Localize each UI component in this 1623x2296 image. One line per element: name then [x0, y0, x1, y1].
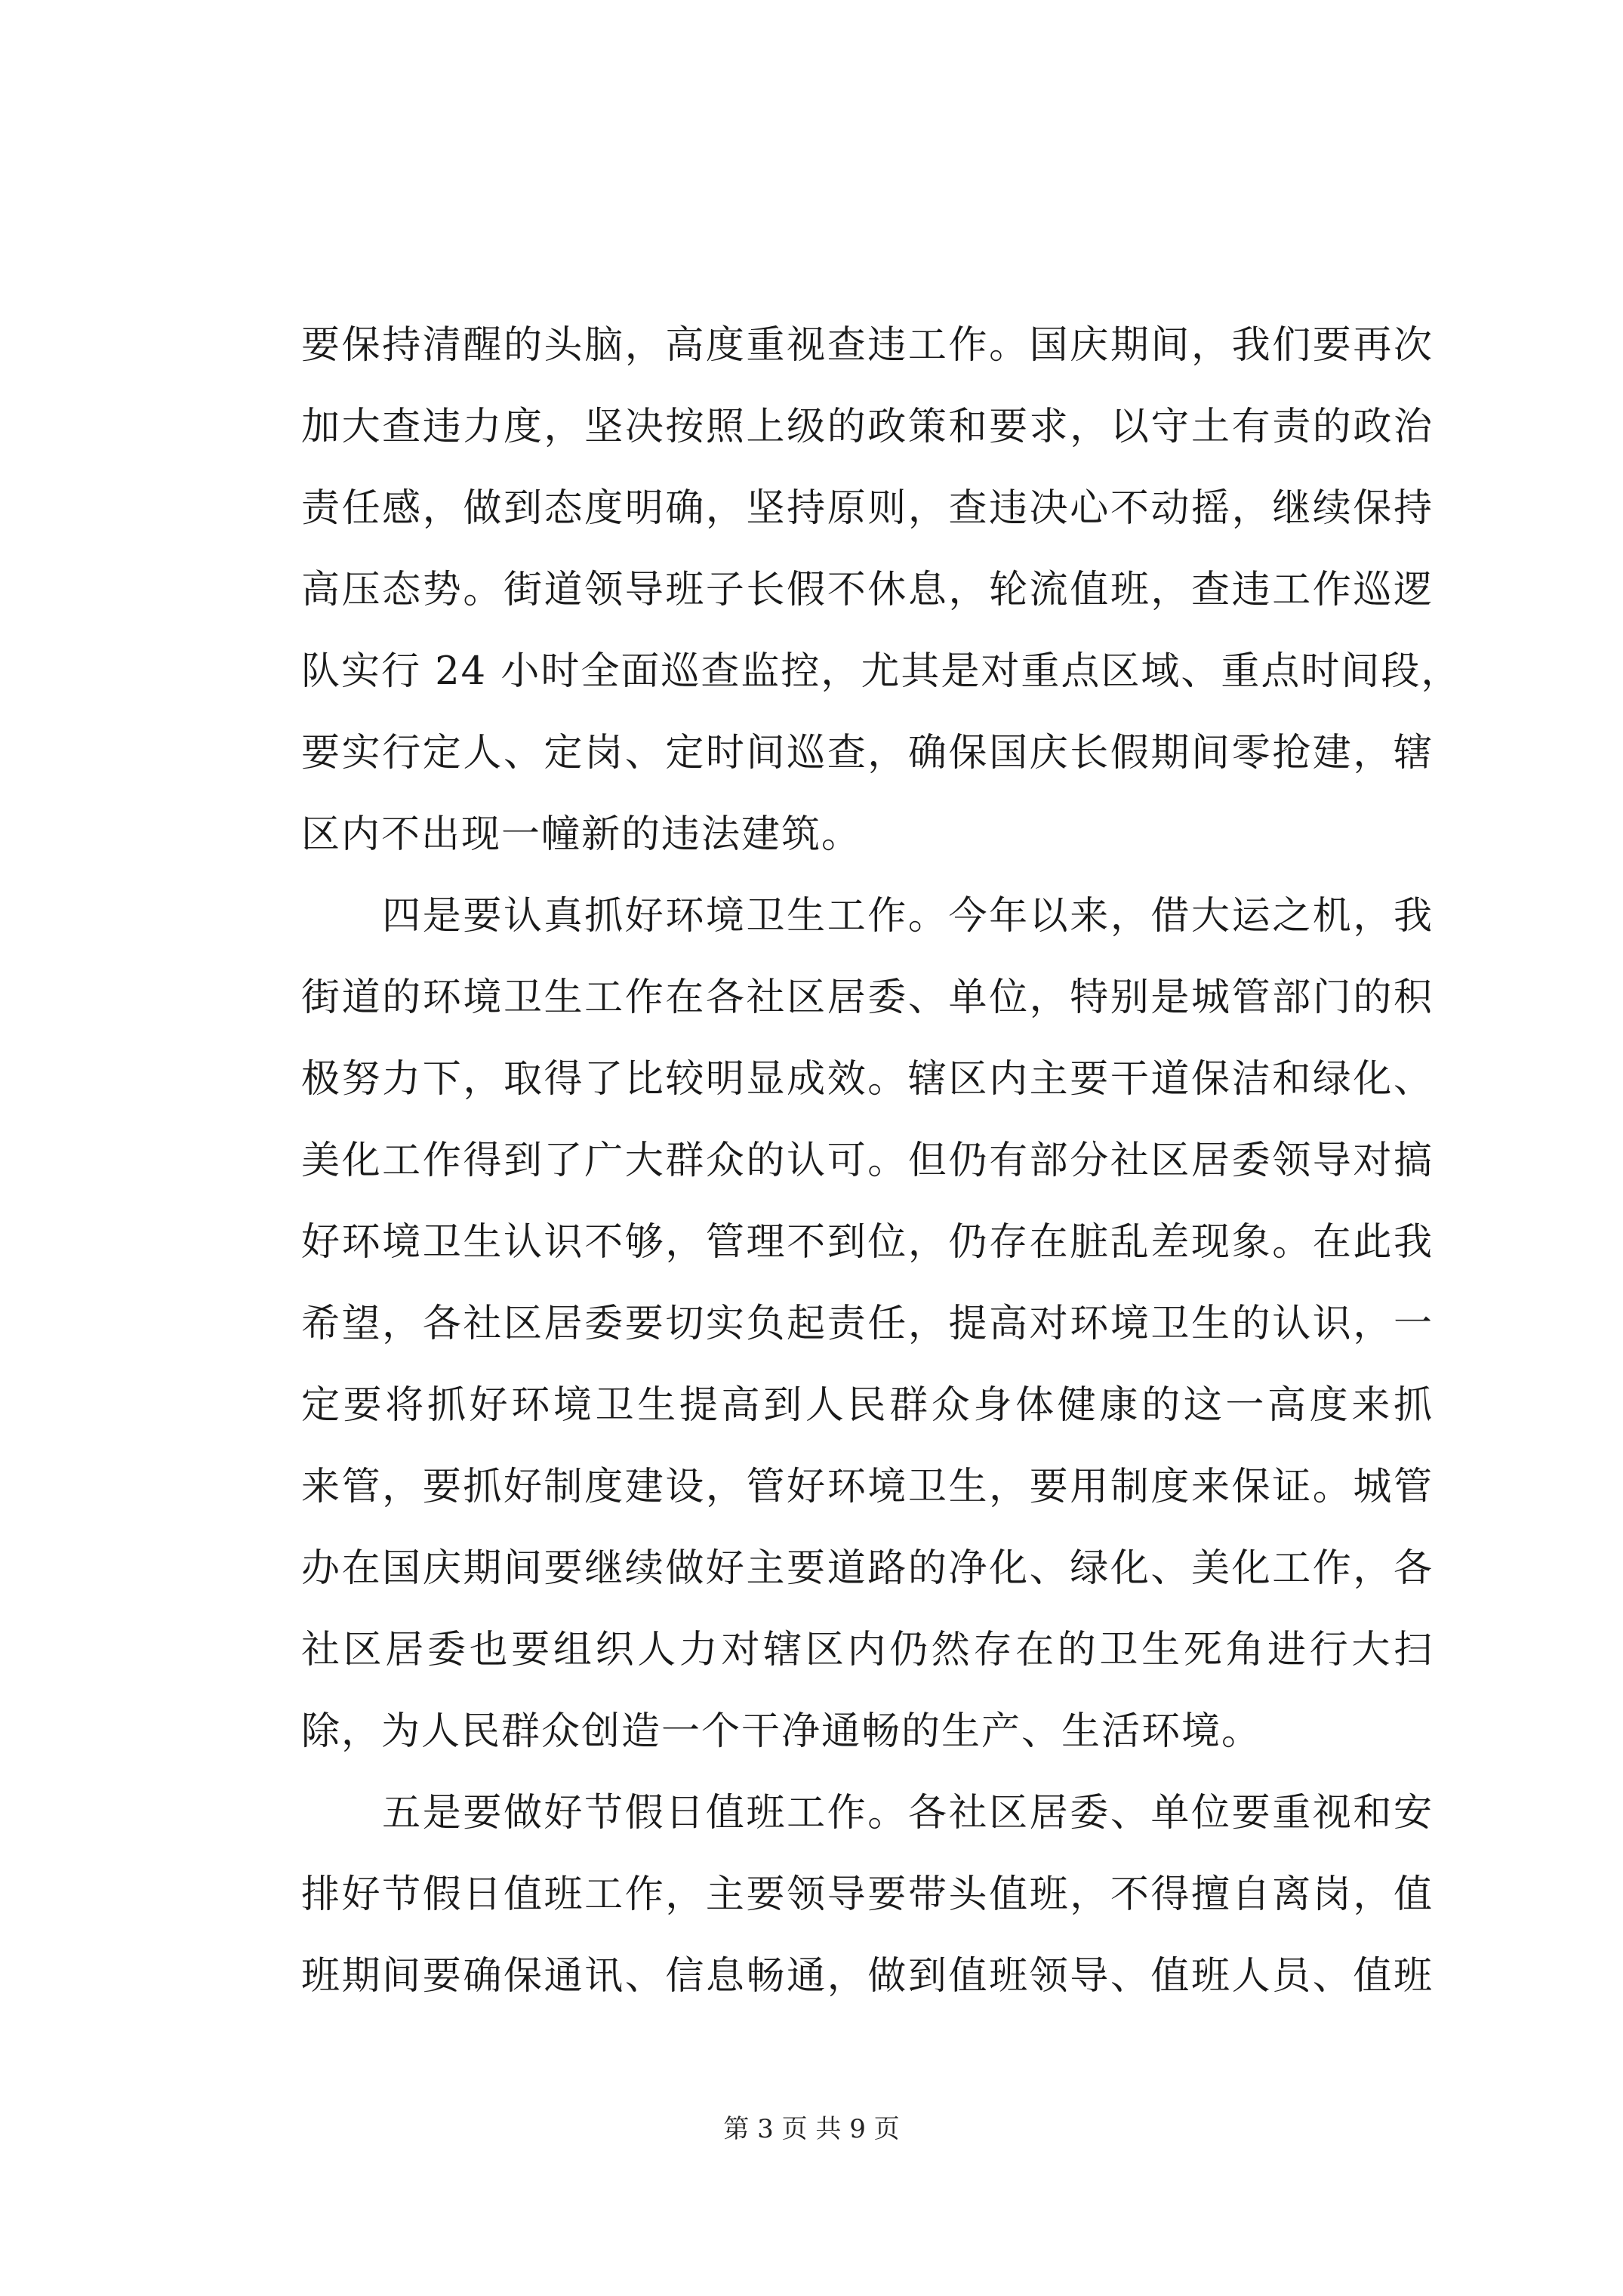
text-line: 加大查违力度，坚决按照上级的政策和要求，以守土有责的政治 — [301, 405, 1434, 449]
text-line: 街道的环境卫生工作在各社区居委、单位，特别是城管部门的积 — [301, 975, 1434, 1020]
text-line: 希望，各社区居委要切实负起责任，提高对环境卫生的认识，一 — [301, 1302, 1434, 1346]
text-line: 好环境卫生认识不够，管理不到位，仍存在脏乱差现象。在此我 — [301, 1220, 1434, 1265]
text-line: 社区居委也要组织人力对辖区内仍然存在的卫生死角进行大扫 — [301, 1628, 1434, 1672]
text-line: 美化工作得到了广大群众的认可。但仍有部分社区居委领导对搞 — [301, 1139, 1434, 1183]
text-line: 班期间要确保通讯、信息畅通，做到值班领导、值班人员、值班 — [301, 1954, 1434, 1999]
text-line: 办在国庆期间要继续做好主要道路的净化、绿化、美化工作，各 — [301, 1546, 1434, 1591]
document-body — [301, 305, 1461, 2017]
paragraph-start-line: 四是要认真抓好环境卫生工作。今年以来，借大运之机，我 — [301, 894, 1434, 938]
text-line: 责任感，做到态度明确，坚持原则，查违决心不动摇，继续保持 — [301, 486, 1434, 531]
text-line: 除，为人民群众创造一个干净通畅的生产、生活环境。 — [301, 1709, 1262, 1754]
text-line: 要实行定人、定岗、定时间巡查，确保国庆长假期间零抢建，辖 — [301, 731, 1434, 775]
text-line: 高压态势。街道领导班子长假不休息，轮流值班，查违工作巡逻 — [301, 568, 1434, 612]
page-footer: 第 3 页 共 9 页 — [723, 2114, 900, 2144]
text-line: 定要将抓好环境卫生提高到人民群众身体健康的这一高度来抓 — [301, 1383, 1434, 1428]
text-line: 极努力下，取得了比较明显成效。辖区内主要干道保洁和绿化、 — [301, 1057, 1434, 1102]
text-line: 队实行 24 小时全面巡查监控，尤其是对重点区域、重点时间段， — [301, 649, 1461, 694]
text-line: 排好节假日值班工作，主要领导要带头值班，不得擅自离岗，值 — [301, 1872, 1434, 1917]
text-line: 来管，要抓好制度建设，管好环境卫生，要用制度来保证。城管 — [301, 1465, 1434, 1509]
paragraph-start-line: 五是要做好节假日值班工作。各社区居委、单位要重视和安 — [301, 1791, 1434, 1835]
text-line: 要保持清醒的头脑，高度重视查违工作。国庆期间，我们要再次 — [301, 323, 1434, 368]
text-line: 区内不出现一幢新的违法建筑。 — [301, 812, 862, 857]
